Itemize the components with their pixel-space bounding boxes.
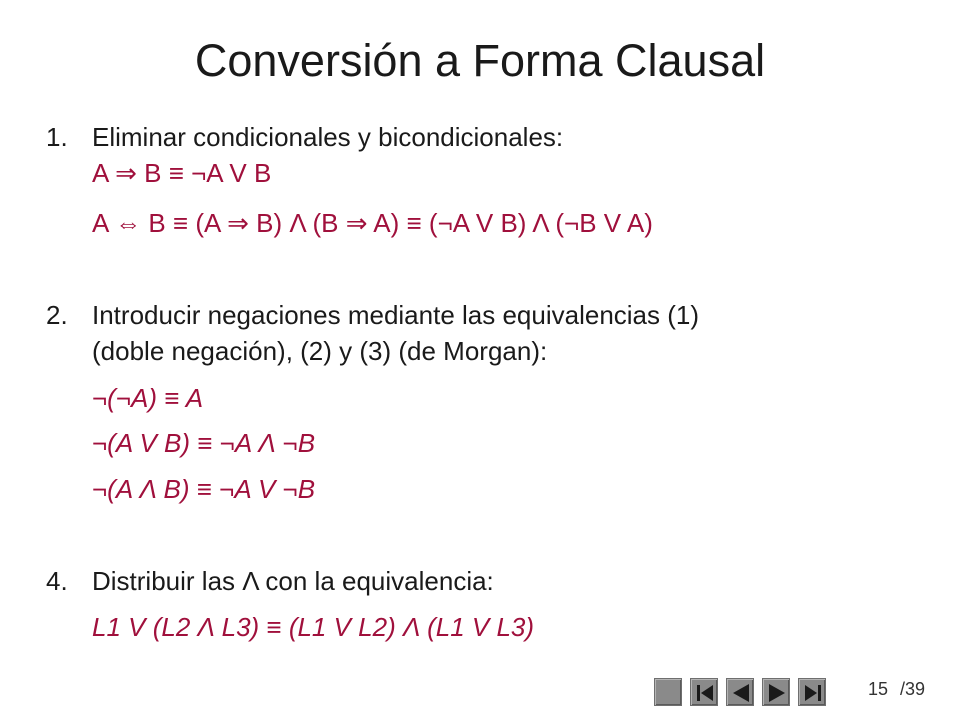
last-page-button[interactable] (798, 678, 826, 706)
first-page-button[interactable] (690, 678, 718, 706)
first-page-icon (691, 679, 719, 707)
previous-page-icon (727, 679, 755, 707)
next-page-icon (763, 679, 791, 707)
step-text-line-1: Introducir negaciones mediante las equivalencias (1) (92, 300, 700, 330)
formula-conditional: A ⇒ B ≡ ¬A V B (92, 158, 272, 188)
last-page-icon (799, 679, 827, 707)
step-text-line-2: (doble negación), (2) y (3) (de Morgan): (92, 336, 548, 366)
formula-de-morgan-and: ¬(A Λ B) ≡ ¬A V ¬B (92, 474, 316, 504)
next-page-button[interactable] (762, 678, 790, 706)
step-number: 2. (46, 300, 68, 330)
current-page-number: 15 (868, 679, 889, 699)
step-number: 4. (46, 566, 68, 596)
previous-page-button[interactable] (726, 678, 754, 706)
formula-de-morgan-or: ¬(A V B) ≡ ¬A Λ ¬B (92, 428, 316, 458)
step-number: 1. (46, 122, 68, 152)
step-text: Eliminar condicionales y bicondicionales: (92, 122, 564, 152)
step-text: Distribuir las Λ con la equivalencia: (92, 566, 494, 596)
total-pages: /39 (900, 679, 926, 699)
blank-nav-button[interactable] (654, 678, 682, 706)
formula-double-negation: ¬(¬A) ≡ A (92, 383, 204, 413)
formula-biconditional: A ⇔ B ≡ (A ⇒ B) Λ (B ⇒ A) ≡ (¬A V B) Λ (¬B V A) (92, 208, 653, 238)
slide-title: Conversión a Forma Clausal (194, 35, 766, 86)
formula-distribution: L1 V (L2 Λ L3) ≡ (L1 V L2) Λ (L1 V L3) (92, 612, 535, 642)
